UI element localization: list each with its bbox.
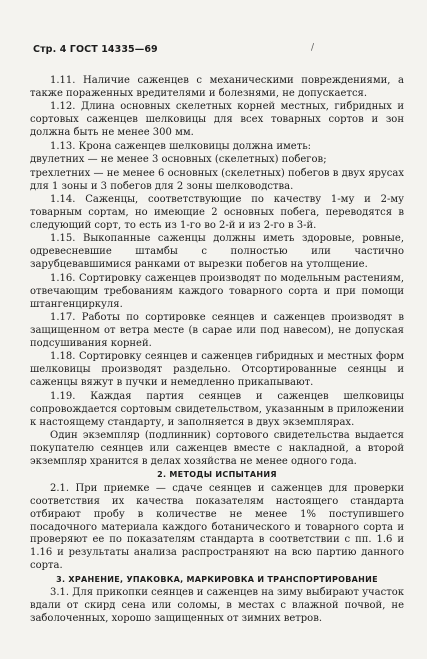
paragraph-1-15: 1.15. Выкопанные саженцы должны иметь здоровые, ровные, одревесневшие штамбы с полностью или частично зарубцевавшимися ранками от вырезки побегов на утолщение.: [30, 233, 404, 271]
paragraph-1-14: 1.14. Саженцы, соответствующие по качеству 1-му и 2-му товарным сортам, но имеющие 2 основных побега, переводятся в следующий сорт, то есть из 1-го во 2-й и из 2-го в 3-й.: [30, 194, 404, 231]
paragraph-2-1: 2.1. При приемке — сдаче сеянцев и саженцев для проверки соответствия их качества показателям настоящего стандарта отбирают пробу в количестве не менее 1% поступившего посадочного материала каждого ботанического и товарного сорта и проверяют ее по показателям стандарта в соответствии с пп. 1.6 и 1.16 и результаты анализа распространяют на всю партию данного сорта.: [30, 482, 404, 572]
document-body: [30, 75, 404, 627]
margin-mark: /: [311, 43, 315, 53]
paragraph-1-13: 1.13. Крона саженцев шелковицы должна иметь:: [50, 140, 312, 152]
section-heading-testing-methods: 2. МЕТОДЫ ИСПЫТАНИЯ: [157, 470, 277, 480]
paragraph-1-13-triennial: трехлетних — не менее 6 основных (скелетных) побегов в двух ярусах для 1 зоны и 3 побегов для 2 зоны шелководства.: [30, 167, 404, 192]
paragraph-1-19: 1.19. Каждая партия сеянцев и саженцев шелковицы сопровождается сортовым свидетельством, указанным в приложении к настоящему стандарту, и заполняется в двух экземплярах.: [30, 390, 404, 428]
page-header: Стр. 4 ГОСТ 14335—69: [33, 44, 158, 55]
paragraph-1-12: 1.12. Длина основных скелетных корней местных, гибридных и сортовых саженцев шелковицы для всех товарных сортов и зон должна быть не менее 300 мм.: [30, 101, 404, 139]
paragraph-1-18: 1.18. Сортировку сеянцев и саженцев гибридных и местных форм шелковицы производят раздельно. Отсортированные сеянцы и саженцы вяжут в пучки и немедленно прикапывают.: [30, 351, 404, 389]
paragraph-1-11: 1.11. Наличие саженцев с механическими повреждениями, а также пораженных вредителями и болезнями, не допускается.: [30, 75, 404, 99]
section-heading-storage: 3. ХРАНЕНИЕ, УПАКОВКА, МАРКИРОВКА И ТРАНСПОРТИРОВАНИЕ: [56, 574, 378, 584]
paragraph-1-19-copies: Один экземпляр (подлинник) сортового свидетельства выдается покупателю сеянцев или саженцев вместе с накладной, а второй экземпляр хранится в делах хозяйства не менее одного года.: [30, 430, 404, 467]
paragraph-1-17: 1.17. Работы по сортировке сеянцев и саженцев производят в защищенном от ветра месте (в сарае или под навесом), не допуская подсушивания корней.: [30, 312, 404, 349]
paragraph-1-13-biennial: двулетних — не менее 3 основных (скелетных) побегов;: [30, 154, 327, 166]
paragraph-3-1: 3.1. Для прикопки сеянцев и саженцев на зиму выбирают участок вдали от скирд сена или соломы, в местах с влажной почвой, не заболоченных, хорошо защищенных от зимних ветров.: [30, 587, 404, 625]
paragraph-1-16: 1.16. Сортировку саженцев производят по модельным растениям, отвечающим требованиям каждого товарного сорта и при помощи штангенциркуля.: [30, 272, 404, 310]
